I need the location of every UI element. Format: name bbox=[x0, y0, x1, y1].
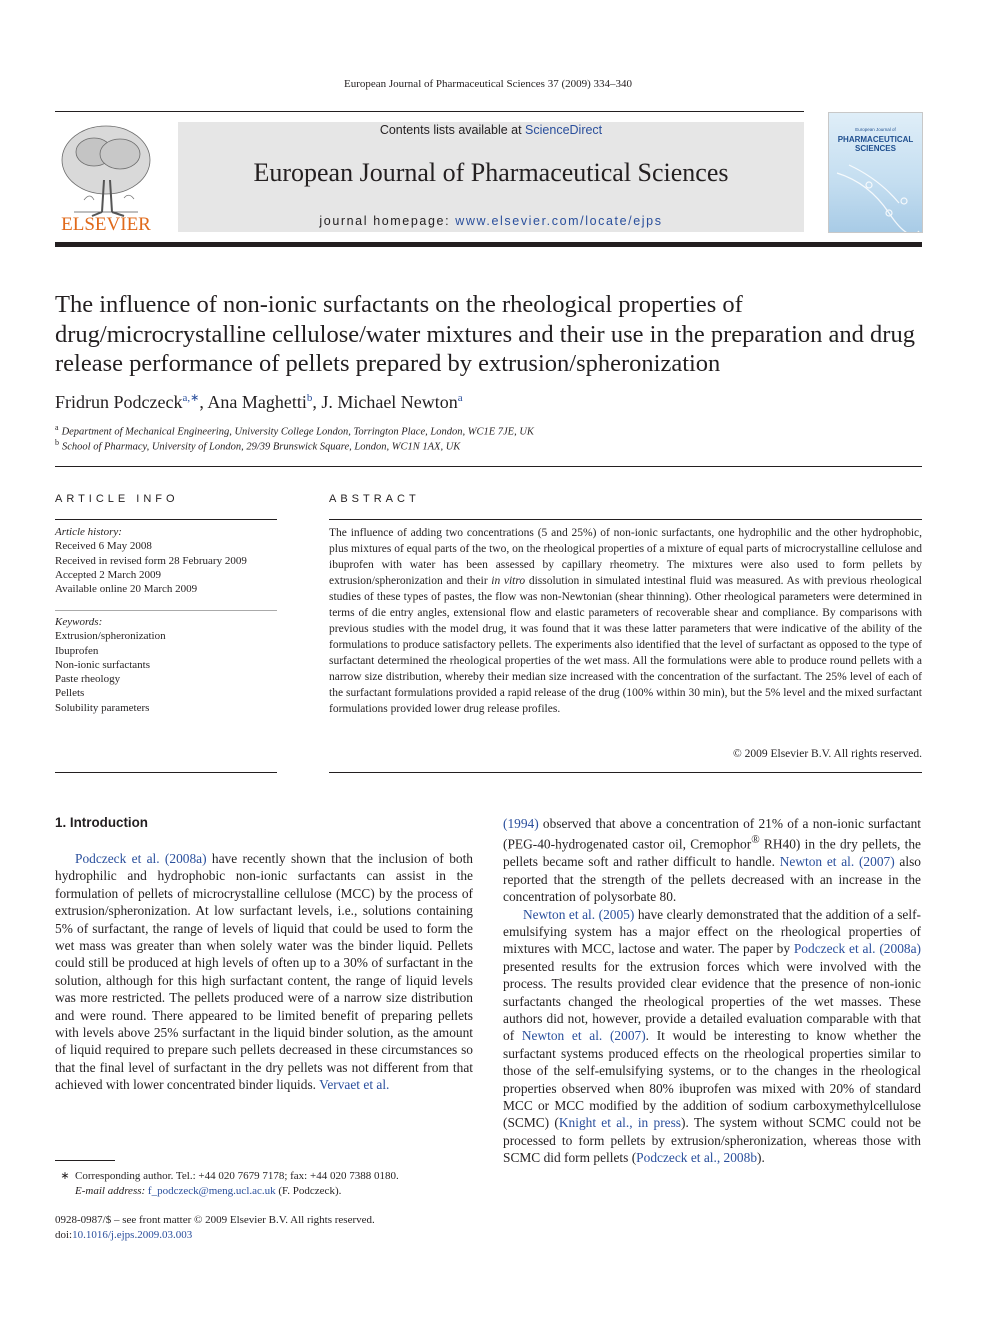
citation-link[interactable]: Newton et al. (2007) bbox=[779, 854, 895, 870]
paragraph-text: observed that above a concentration of 21% of a non-ionic surfactant (PEG-40-hydrogenated castor oil, Cremophor bbox=[503, 816, 921, 852]
abstract-text bbox=[329, 525, 922, 717]
citation-link[interactable]: Podczeck et al., 2008b bbox=[636, 1150, 758, 1166]
affiliation bbox=[55, 438, 460, 453]
citation-link[interactable]: Newton et al. (2007) bbox=[521, 1028, 646, 1044]
header-thick-rule bbox=[55, 242, 922, 247]
paragraph-text: have recently shown that the inclusion of both hydrophilic and hydrophobic non-ionic surfactants can assist in the formulation of pellets of microcrystalline cellulose (MCC) by the process of extrusion/spheronization. At low surfactant levels, i.e., solutions containing 5% of surfactant, the range of levels of liquid that could be used to form the wet mass was greater than when solely water was the binder liquid. Pellets could still be produced at high levels of often up to a 30% of surfactant in the solution, although for this high surfactant content, the range of liquid levels was more restricted. The pellets produced were of a narrow size distribution and were round. There appeared to be limited benefit of preparing pellets with levels above 25% surfactant in the liquid binder solution, as the amount of liquid required to prepare such pellets decreased in these circumstances so that the final level of surfactant in the dry pellets was not different from that achieved with lower concentrated binder liquids. bbox=[55, 851, 473, 1093]
affiliation bbox=[55, 423, 534, 438]
paragraph bbox=[503, 906, 921, 1167]
elsevier-tree-icon bbox=[54, 120, 158, 235]
article-title: The influence of non-ionic surfactants on the rheological properties of drug/microcrystalline cellulose/water mixtures and their use in the preparation and drug release performance of pellets prepared by extrusion/spheronization bbox=[55, 291, 915, 377]
homepage-prefix: journal homepage: bbox=[319, 214, 456, 228]
history-item: Received 6 May 2008 bbox=[55, 540, 152, 553]
email-label: E-mail address: bbox=[75, 1184, 148, 1197]
citation-link[interactable]: Podczeck et al. (2008a) bbox=[75, 851, 207, 866]
journal-cover-thumbnail[interactable] bbox=[828, 112, 923, 233]
author-name[interactable]: J. Michael Newton bbox=[321, 392, 458, 412]
abstract-copyright: © 2009 Elsevier B.V. All rights reserved. bbox=[733, 748, 922, 760]
issn-line: 0928-0987/$ – see front matter © 2009 Elsevier B.V. All rights reserved. bbox=[55, 1214, 375, 1226]
citation-link[interactable]: Podczeck et al. (2008a) bbox=[793, 941, 921, 957]
keyword-item: Solubility parameters bbox=[55, 701, 150, 714]
affiliation-text: School of Pharmacy, University of London, 29/39 Brunswick Square, London, WC1N 1AX, UK bbox=[62, 441, 461, 453]
affiliation-text: Department of Mechanical Engineering, University College London, Torrington Place, London, WC1E 7JE, UK bbox=[61, 426, 534, 438]
author-name[interactable]: Ana Maghetti bbox=[207, 392, 307, 412]
citation-link[interactable]: (1994) bbox=[503, 816, 539, 831]
section-heading: 1. Introduction bbox=[55, 815, 148, 830]
homepage-link[interactable]: www.elsevier.com/locate/ejps bbox=[455, 214, 663, 228]
running-head: European Journal of Pharmaceutical Sciences 37 (2009) 334–340 bbox=[343, 78, 633, 90]
footnote-star: ∗ bbox=[60, 1170, 70, 1182]
paragraph-text: ). The system without SCMC could not be processed to form pellets by extrusion/spheronization, whereas those with SCMC did form pellets ( bbox=[503, 1115, 922, 1166]
author-name[interactable]: Fridrun Podczeck bbox=[55, 392, 183, 412]
elsevier-wordmark: ELSEVIER bbox=[61, 214, 151, 235]
abstract-italic: in vitro bbox=[491, 575, 526, 587]
paragraph-text: ). bbox=[757, 1150, 765, 1166]
cover-small-text: European Journal of bbox=[855, 127, 896, 132]
paragraph-text: . It would be interesting to know whether the surfactant systems produced effects on the rheological properties similar to those of the self-emulsifying systems, or to the changes in the rheological properties observed when 80% ibuprofen was mixed with 20% of standard MCC or MCC modified by the addition of sodium carboxymethylcellulose (SCMC) ( bbox=[503, 1028, 921, 1131]
footnote-text: Corresponding author. Tel.: +44 020 7679 7178; fax: +44 020 7388 0180. bbox=[75, 1170, 399, 1182]
abstract-text-part: dissolution in simulated intestinal fluid was measured. As with previous rheological studies of these types of pastes, the flow was non-Newtonian (shear thinning). Other rheological parameters were determined in terms of die entry angles, extensional flow and elastic parameters of recoverable shear and compliance. By comparisons with previous studies with the model drug, it was found that it was these latter parameters that were indicative of the ability of the formulations to produce satisfactory pellets. The experiments also identified that the level of surfactant as opposed to the type of surfactant determined the rheological properties of the wet mass. All the formulations were able to produce round pellets with a narrow size distribution, whereby their median size increased with the concentration of the surfactant. The 25% level of each of the surfactant formulations provided a rapid release of the drug (100% within 30 min), but the 5% level and the mixed surfactant formulations provided lower drug release profiles. bbox=[329, 575, 922, 715]
history-label: Article history: bbox=[55, 526, 122, 538]
header-rule bbox=[55, 111, 804, 112]
affiliation-marker: a bbox=[55, 423, 59, 432]
doi-label: doi: bbox=[55, 1228, 73, 1241]
cover-title-line2: SCIENCES bbox=[855, 144, 896, 153]
paragraph-text: have clearly demonstrated that the addition of a self-emulsifying system has a major effect on the rheological properties of mixtures with MCC, lactose and water. The paper by bbox=[503, 906, 921, 957]
keyword-item: Pellets bbox=[55, 687, 85, 700]
history-item: Received in revised form 28 February 2009 bbox=[55, 554, 247, 567]
article-info-heading: ARTICLE INFO bbox=[55, 493, 179, 505]
abstract-bottom-rule bbox=[329, 772, 922, 773]
paragraph bbox=[503, 815, 921, 906]
article-info-bottom-rule bbox=[55, 772, 277, 773]
history-item: Available online 20 March 2009 bbox=[55, 583, 198, 596]
keywords bbox=[55, 615, 277, 715]
keyword-item: Ibuprofen bbox=[55, 644, 99, 657]
cover-molecule-graphic bbox=[829, 113, 922, 232]
abstract-text-part: The influence of adding two concentrations (5 and 25%) of non-ionic surfactants, one hydrophilic and the other hydrophobic, plus mixtures of equal parts of the two, on the rheological properties of a mixture of equal parts of microcrystalline cellulose and ibuprofen with water has been assessed by capillary rheometry. The mixtures were also used to form pellets by extrusion/spheronization and their bbox=[329, 527, 922, 587]
keyword-item: Extrusion/spheronization bbox=[55, 630, 166, 643]
sciencedirect-link[interactable]: ScienceDirect bbox=[525, 123, 603, 137]
history-divider bbox=[55, 610, 277, 611]
keyword-item: Non-ionic surfactants bbox=[55, 658, 150, 671]
article-history bbox=[55, 525, 277, 596]
footnote-corresponding bbox=[55, 1169, 399, 1198]
paragraph-text: presented results for the extrusion forces which were involved with the process. The results provided clear evidence that the presence of non-ionic surfactants changed the rheological properties of the wet masses. These authors did not, however, provide a detailed evaluation comparable with that of bbox=[503, 958, 921, 1044]
abstract-heading: ABSTRACT bbox=[329, 493, 420, 505]
journal-banner bbox=[178, 122, 804, 232]
citation-link[interactable]: Newton et al. (2005) bbox=[523, 906, 635, 922]
abstract-rule bbox=[329, 519, 922, 520]
citation-link[interactable]: Vervaet et al. bbox=[319, 1077, 390, 1093]
paragraph bbox=[55, 850, 473, 1094]
meta-divider bbox=[55, 466, 922, 467]
history-item: Accepted 2 March 2009 bbox=[55, 568, 161, 581]
author-affiliation-marker[interactable]: b bbox=[306, 392, 313, 404]
paragraph-text: RH40) in the dry pellets, the pellets became soft and rather difficult to handle. bbox=[503, 836, 921, 870]
keywords-label: Keywords: bbox=[55, 616, 103, 628]
cover-title-line1: PHARMACEUTICAL bbox=[837, 135, 914, 144]
elsevier-logo[interactable] bbox=[54, 120, 158, 235]
author-affiliation-marker[interactable]: a,∗ bbox=[182, 392, 200, 404]
footnote-rule bbox=[55, 1160, 115, 1161]
article-info-rule bbox=[55, 519, 277, 520]
author-affiliation-marker[interactable]: a bbox=[457, 392, 463, 404]
body-column-right bbox=[503, 815, 921, 1167]
affiliation-marker: b bbox=[55, 438, 59, 447]
email-link[interactable]: f_podczeck@meng.ucl.ac.uk bbox=[147, 1184, 276, 1197]
paragraph-text: also reported that the strength of the pellets decreased with an increase in the concentration of polysorbate 80. bbox=[503, 854, 921, 905]
citation-link[interactable]: Knight et al., in press bbox=[558, 1115, 682, 1131]
keyword-item: Paste rheology bbox=[55, 673, 121, 686]
homepage-line bbox=[178, 214, 804, 228]
author-list: Fridrun Podczeck$^{a,∗}$, Ana Maghetti$^b$, J. Michael Newton$^a$ bbox=[55, 392, 463, 412]
doi-line bbox=[55, 1228, 375, 1243]
body-column-left bbox=[55, 850, 473, 1094]
email-suffix: (F. Podczeck). bbox=[275, 1184, 342, 1197]
footnote-issn bbox=[55, 1213, 375, 1242]
contents-prefix: Contents lists available at bbox=[379, 123, 526, 137]
doi-link[interactable]: 10.1016/j.ejps.2009.03.003 bbox=[72, 1228, 193, 1241]
contents-line bbox=[178, 122, 804, 138]
registered-mark: ® bbox=[751, 834, 760, 847]
journal-title: European Journal of Pharmaceutical Sciences bbox=[253, 158, 729, 187]
